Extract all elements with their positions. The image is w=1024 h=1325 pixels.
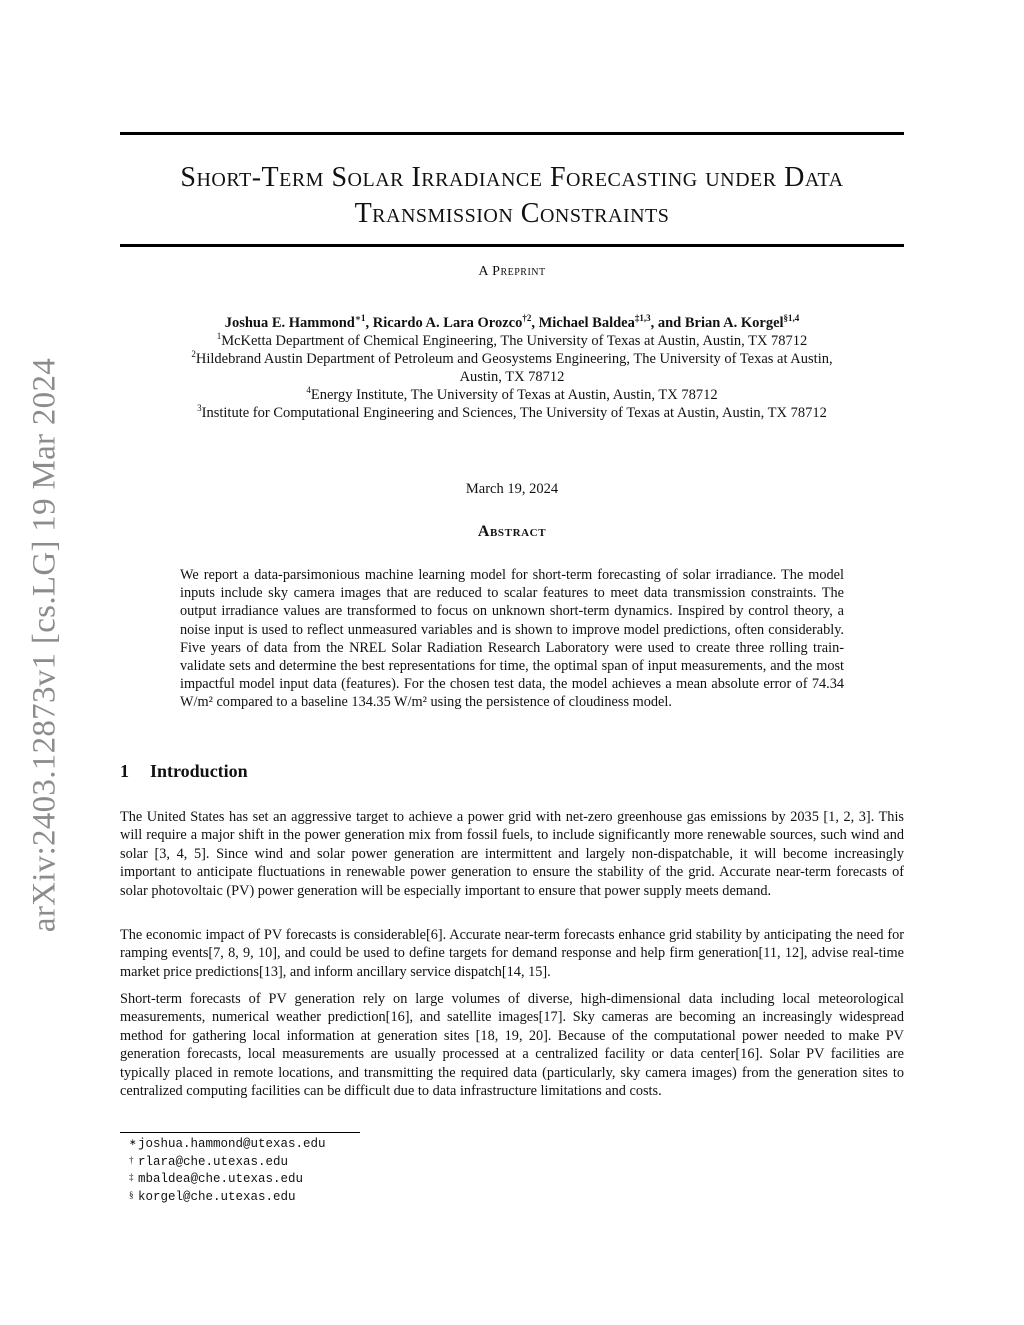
affiliation-line xyxy=(120,332,904,350)
affiliation-line xyxy=(120,350,904,368)
author-marker: ‡1,3 xyxy=(634,313,651,324)
affiliation-marker: 1 xyxy=(216,331,222,342)
title-line-1: Short-Term Solar Irradiance Forecasting under Data xyxy=(180,162,844,193)
publication-date: March 19, 2024 xyxy=(465,481,559,497)
section-title: Introduction xyxy=(150,761,248,781)
arxiv-sidebar-stamp xyxy=(20,345,70,945)
footnote-email[interactable]: rlara@che.utexas.edu xyxy=(138,1154,289,1169)
footnote-marker: § xyxy=(129,1189,134,1200)
abstract-text: We report a data-parsimonious machine learning model for short-term forecasting of solar irradiance. The model inputs include sky camera images that are reduced to scalar features to meet data transmission constraints. The output irradiance values are transformed to focus on unknown short-term dynamics. Inspired by control theory, a noise input is used to reflect unmeasured variables and is shown to improve model predictions, often considerably. Five years of data from the NREL Solar Radiation Research Laboratory were used to create three rolling train-validate sets and determine the best representations for time, the optimal span of input measurements, and the most impactful model input data (features). For the chosen test data, the model achieves a mean absolute error of 74.34 W/m² compared to a baseline 134.35 W/m² using the persistence of cloudiness model. xyxy=(180,567,844,711)
author-marker: †2 xyxy=(522,313,532,324)
paper-title xyxy=(120,160,904,232)
footnote-marker: ‡ xyxy=(129,1172,134,1183)
footnote-marker: † xyxy=(129,1154,134,1165)
footnote-marker: ∗ xyxy=(129,1137,137,1147)
title-top-rule xyxy=(120,132,904,135)
affiliation-text: Austin, TX 78712 xyxy=(459,369,565,385)
footnote-email[interactable]: korgel@che.utexas.edu xyxy=(138,1189,296,1204)
affiliation-text: McKetta Department of Chemical Engineering, The University of Texas at Austin, Austin, TX 78712 xyxy=(221,333,808,349)
preprint-label: A Preprint xyxy=(478,264,546,279)
author-name: , Ricardo A. Lara Orozco xyxy=(365,315,523,331)
footnote xyxy=(129,1136,326,1154)
affiliations xyxy=(120,332,904,422)
title-bottom-rule xyxy=(120,244,904,247)
affiliation-marker: 4 xyxy=(306,385,311,396)
footnote-email[interactable]: joshua.hammond@utexas.edu xyxy=(138,1137,326,1151)
footnote xyxy=(129,1154,326,1172)
author-name: , and Brian A. Korgel xyxy=(650,315,784,331)
affiliation-marker: 3 xyxy=(197,403,202,414)
author-marker: §1,4 xyxy=(783,313,800,324)
title-line-2: Transmission Constraints xyxy=(354,198,670,229)
section-number: 1 xyxy=(120,761,129,781)
affiliation-text: Energy Institute, The University of Texas at Austin, Austin, TX 78712 xyxy=(310,387,718,403)
paragraph: The United States has set an aggressive target to achieve a power grid with net-zero greenhouse gas emissions by 2035 [1, 2, 3]. This will require a major shift in the power generation mix from fossil fuels, to include significantly more renewable sources, such wind and solar [3, 4, 5]. Since wind and solar power generation are intermittent and largely non-dispatchable, it will become increasingly important to anticipate fluctuations in renewable power generation to ensure the stability of the grid. Accurate near-term forecasts of solar photovoltaic (PV) power generation will be especially important to ensure that power supply meets demand. xyxy=(120,809,904,899)
affiliation-text: Institute for Computational Engineering and Sciences, The University of Texas at Austin, Austin, TX 78712 xyxy=(201,405,827,421)
author-name: , Michael Baldea xyxy=(531,315,635,331)
footnote-rule xyxy=(120,1132,360,1133)
footnote xyxy=(129,1171,326,1189)
affiliation-line xyxy=(120,404,904,422)
author-marker: ∗1 xyxy=(354,313,366,324)
affiliation-line xyxy=(120,386,904,404)
paragraph: Short-term forecasts of PV generation rely on large volumes of diverse, high-dimensional data including local meteorological measurements, numerical weather prediction[16], and satellite images[17]. Sky cameras are becoming an increasingly widespread method for gathering local information at generation sites [18, 19, 20]. Because of the computational power needed to make PV generation forecasts, local measurements are usually processed at a centralized facility or data center[16]. Solar PV facilities are typically placed in remote locations, and transmitting the required data (particularly, sky camera images) from the generation sites to centralized computing facilities can be difficult due to data infrastructure limitations and costs. xyxy=(120,991,904,1100)
paragraph: The economic impact of PV forecasts is considerable[6]. Accurate near-term forecasts enhance grid stability by anticipating the need for ramping events[7, 8, 9, 10], and could be used to define targets for demand response and help firm generation[11, 12], advise real-time market price predictions[13], and inform ancillary service dispatch[14, 15]. xyxy=(120,927,904,980)
footnote xyxy=(129,1189,326,1207)
affiliation-marker: 2 xyxy=(191,349,196,360)
affiliation-line xyxy=(120,368,904,386)
abstract-heading: Abstract xyxy=(477,523,547,540)
arxiv-identifier: arXiv:2403.12873v1 [cs.LG] 19 Mar 2024 xyxy=(26,357,63,933)
footnotes xyxy=(129,1136,326,1206)
section-heading xyxy=(120,761,248,782)
author-name: Joshua E. Hammond xyxy=(224,315,355,331)
author-list xyxy=(120,314,904,332)
affiliation-text: Hildebrand Austin Department of Petroleum and Geosystems Engineering, The University of Texas at Austin, xyxy=(195,351,833,367)
footnote-email[interactable]: mbaldea@che.utexas.edu xyxy=(138,1172,304,1187)
